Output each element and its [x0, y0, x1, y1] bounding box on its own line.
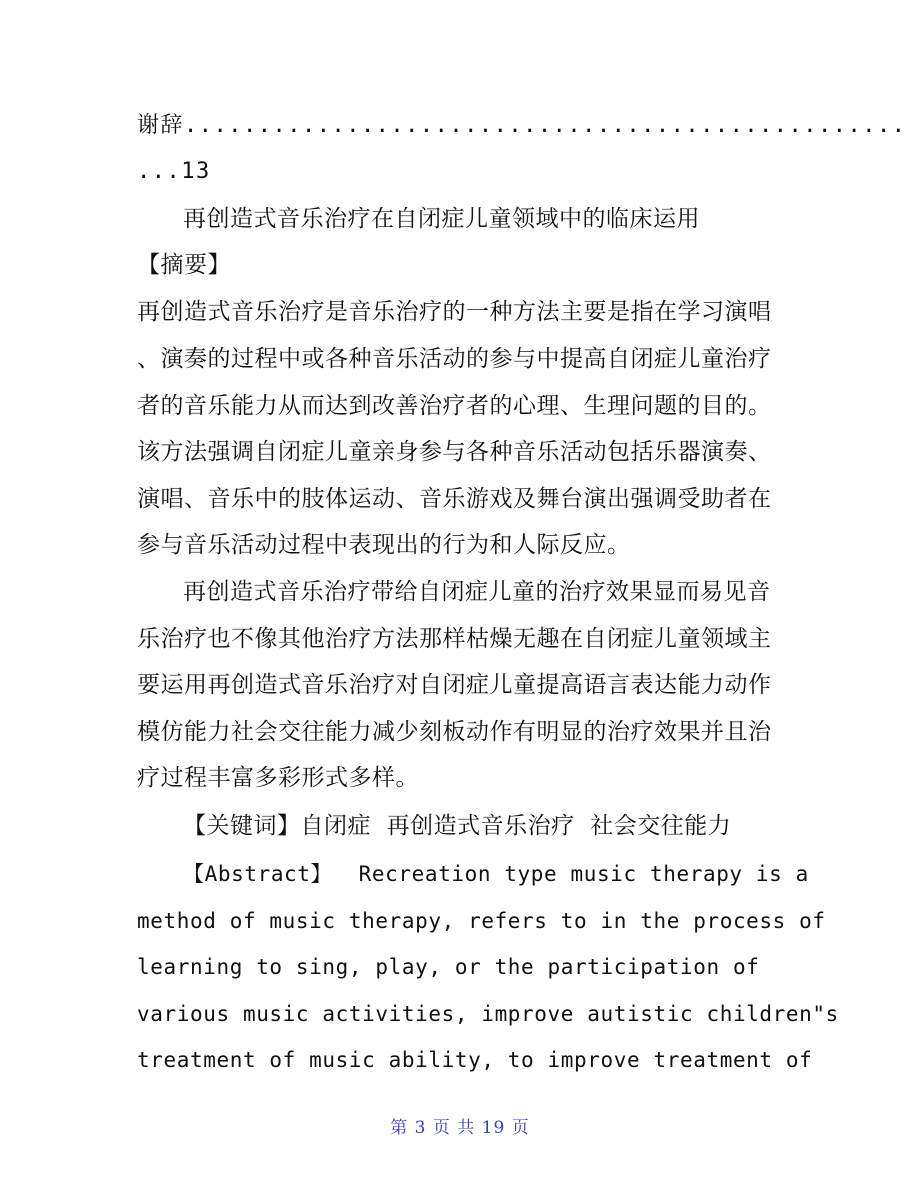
- text-line: learning to sing, play, or the participation of: [137, 955, 760, 979]
- page-footer: 第 3 页 共 19 页: [390, 1118, 530, 1138]
- text-line: 者的音乐能力从而达到改善治疗者的心理、生理问题的目的。: [137, 393, 772, 419]
- toc-entry-acknowledgements: 谢辞.................................................: [137, 113, 907, 138]
- text-line: 疗过程丰富多彩形式多样。: [137, 765, 419, 791]
- text-line: 再创造式音乐治疗带给自闭症儿童的治疗效果显而易见音: [183, 579, 771, 605]
- text-line: 乐治疗也不像其他治疗方法那样枯燥无趣在自闭症儿童领域主: [137, 626, 772, 652]
- text-line: 要运用再创造式音乐治疗对自闭症儿童提高语言表达能力动作: [137, 672, 772, 698]
- text-line: 参与音乐活动过程中表现出的行为和人际反应。: [137, 532, 631, 558]
- text-line: 该方法强调自闭症儿童亲身参与各种音乐活动包括乐器演奏、: [137, 439, 772, 465]
- text-line: 【Abstract】 Recreation type music therapy is a: [183, 862, 809, 886]
- keywords-line: 【关键词】自闭症 再创造式音乐治疗 社会交往能力: [183, 813, 732, 839]
- text-line: 演唱、音乐中的肢体运动、音乐游戏及舞台演出强调受助者在: [137, 486, 772, 512]
- text-line: treatment of music ability, to improve treatment of: [137, 1048, 813, 1072]
- paper-title: 再创造式音乐治疗在自闭症儿童领域中的临床运用: [183, 206, 700, 232]
- text-line: 再创造式音乐治疗是音乐治疗的一种方法主要是指在学习演唱: [137, 299, 772, 325]
- text-line: 模仿能力社会交往能力减少刻板动作有明显的治疗效果并且治: [137, 719, 772, 745]
- text-line: method of music therapy, refers to in the process of: [137, 909, 826, 933]
- text-line: various music activities, improve autistic children"s: [137, 1002, 839, 1026]
- text-line: 、演奏的过程中或各种音乐活动的参与中提高自闭症儿童治疗: [137, 346, 772, 372]
- abstract-heading: 【摘要】: [137, 252, 231, 278]
- toc-entry-page-number: ...13: [137, 159, 211, 184]
